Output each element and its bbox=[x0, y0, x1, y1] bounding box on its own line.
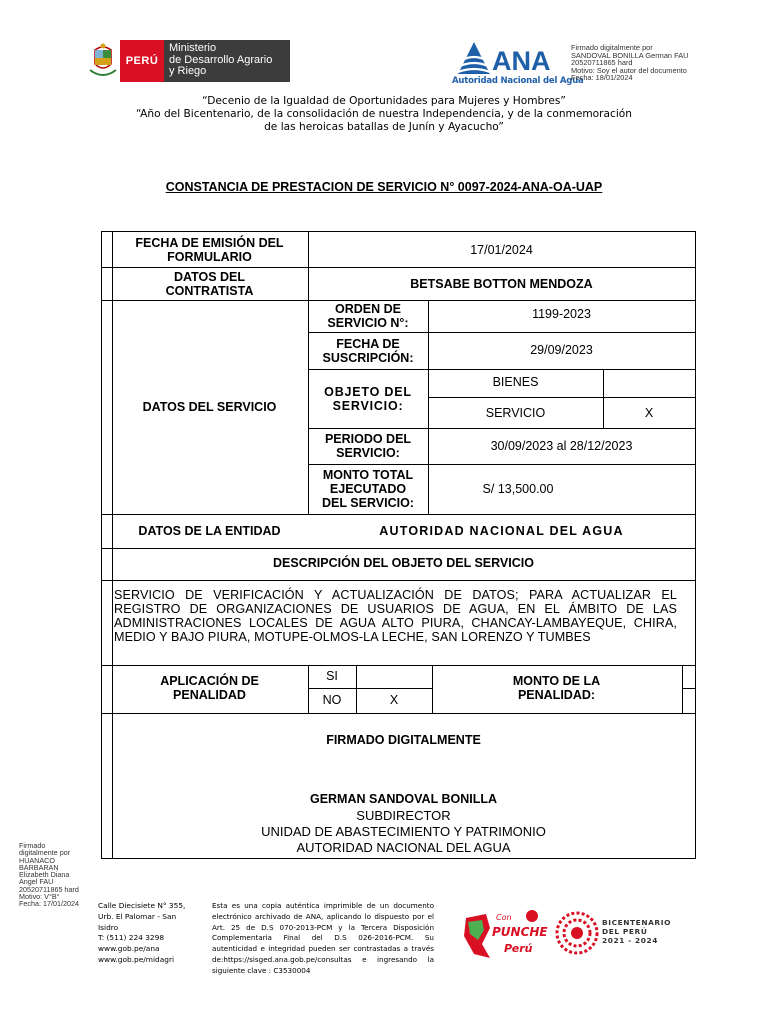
signature-line: Firmado bbox=[19, 841, 46, 850]
label-line: PENALIDAD bbox=[173, 688, 246, 702]
ana-brand: ANA bbox=[492, 46, 551, 76]
monto-penalidad-label bbox=[432, 664, 681, 712]
signature-line: Fecha: 18/01/2024 bbox=[571, 73, 633, 83]
label-line: ORDEN DE bbox=[335, 302, 401, 316]
address-line: Isidro bbox=[98, 922, 119, 932]
label-line: OBJETO DEL bbox=[324, 384, 412, 399]
label-line: PENALIDAD: bbox=[517, 688, 596, 702]
penalidad-si-mark bbox=[356, 664, 432, 687]
label-line: CONTRATISTA bbox=[165, 283, 254, 298]
descripcion-header: DESCRIPCIÓN DEL OBJETO DEL SERVICIO bbox=[273, 556, 534, 570]
label-line: SERVICIO: bbox=[332, 398, 404, 413]
official-mottos bbox=[100, 95, 668, 134]
bicentenario-line: 2021 - 2024 bbox=[602, 936, 658, 945]
signature-line: digitalmente por bbox=[19, 848, 71, 858]
signer-role: SUBDIRECTOR bbox=[356, 808, 451, 823]
signature-line: Motivo: Soy el autor del documento bbox=[571, 65, 687, 75]
signer-name: GERMAN SANDOVAL BONILLA bbox=[309, 792, 498, 806]
monto-total-value: S/ 13,500.00 bbox=[482, 482, 554, 496]
suscripcion-value: 29/09/2023 bbox=[530, 342, 593, 357]
penalidad-no-mark: X bbox=[389, 693, 399, 707]
bicentenario-line: BICENTENARIO bbox=[602, 918, 671, 927]
ministry-line: de Desarrollo Agrario bbox=[169, 53, 273, 66]
suscripcion-label bbox=[308, 332, 428, 369]
authenticity-notice: Esta es una copia auténtica imprimible de un documento electrónico archivado de ANA, aplicando lo dispuesto por el Art. 25 de D.S 070-2013-PCM y la Tercera Disposición Complementaria Final del D.S 026-2016-PCM. Su autenticidad e integridad pueden ser contrastadas a través de:https://sisged.ana.gob.pe/consultas e ingresando la siguiente clave : C3530004 bbox=[212, 901, 434, 975]
peru-coat-of-arms-icon bbox=[86, 40, 120, 82]
descripcion-text: SERVICIO DE VERIFICACIÓN Y ACTUALIZACIÓN DE DATOS; PARA ACTUALIZAR EL REGISTRO DE ORGANIZACIONES DE USUARIOS DE AGUA, EN EL ÁMBITO DE LAS ADMINISTRACIONES LOCALES DE AGUA ALTO PIURA, CHANCAY-LAMBAYEQUE, CHIRA, MEDIO Y BAJO PIURA, MOTUPE-OLMOS-LA LECHE, SAN LORENZO Y TUMBES bbox=[114, 588, 677, 644]
signature-line: 20520711865 hard bbox=[19, 884, 79, 894]
label-line: DEL SERVICIO: bbox=[322, 496, 414, 510]
signature-line: BARBARAN bbox=[19, 862, 59, 872]
periodo-label bbox=[308, 428, 428, 464]
address-line: Calle Diecisiete N° 355, bbox=[98, 901, 186, 910]
motto-line: “Año del Bicentenario, de la consolidación de nuestra Independencia, y de la conmemoración bbox=[136, 108, 632, 120]
signature-line: Elizabeth Diana bbox=[19, 870, 70, 880]
label-line: PERIODO DEL bbox=[324, 432, 412, 446]
visto-bueno-signature-note bbox=[19, 842, 99, 908]
label-line: FECHA DE bbox=[336, 336, 400, 351]
signature-line: Motivo: V°B° bbox=[19, 892, 60, 902]
punche-line: Perú bbox=[504, 942, 533, 955]
objeto-servicio-option: SERVICIO bbox=[485, 405, 546, 420]
fecha-emision-label: FECHA DE EMISIÓN DEL FORMULARIO bbox=[135, 235, 284, 264]
midagri-logo bbox=[86, 40, 290, 82]
contratista-label bbox=[112, 267, 307, 300]
bicentenario-line: DEL PERÚ bbox=[602, 927, 648, 936]
orden-servicio-label bbox=[308, 300, 428, 332]
ministry-name bbox=[164, 40, 290, 82]
signature-line: SANDOVAL BONILLA German FAU bbox=[571, 50, 689, 60]
firma-label: FIRMADO DIGITALMENTE bbox=[326, 733, 481, 747]
label-line: SERVICIO: bbox=[336, 446, 400, 460]
monto-total-label bbox=[308, 464, 428, 514]
signer-unit: UNIDAD DE ABASTECIMIENTO Y PATRIMONIO bbox=[261, 824, 546, 839]
peru-label: PERÚ bbox=[120, 40, 164, 82]
objeto-servicio-label bbox=[308, 369, 428, 428]
fecha-emision-value: 17/01/2024 bbox=[470, 242, 533, 257]
address-link[interactable]: www.gob.pe/ana bbox=[98, 944, 160, 954]
label-line: MONTO TOTAL bbox=[322, 468, 414, 482]
ministry-line: y Riego bbox=[169, 65, 207, 77]
penalidad-no-option: NO bbox=[322, 693, 342, 707]
periodo-value: 30/09/2023 al 28/12/2023 bbox=[490, 439, 633, 453]
signer-org: AUTORIDAD NACIONAL DEL AGUA bbox=[296, 840, 511, 855]
label-line: MONTO DE LA bbox=[512, 674, 601, 688]
orden-servicio-value: 1199-2023 bbox=[532, 307, 591, 321]
entidad-label: DATOS DE LA ENTIDAD bbox=[138, 523, 281, 538]
punche-line: PUNCHE bbox=[492, 925, 548, 939]
signature-line: Angel FAU bbox=[19, 877, 54, 887]
label-line: SUSCRIPCIÓN: bbox=[322, 350, 414, 365]
objeto-bienes-mark bbox=[603, 369, 695, 395]
label-line: SERVICIO N°: bbox=[327, 316, 409, 330]
label-line: APLICACIÓN DE bbox=[160, 674, 259, 688]
ministry-line: Ministerio bbox=[169, 42, 217, 54]
objeto-servicio-mark: X bbox=[644, 405, 654, 420]
motto-line: de las heroicas batallas de Junín y Ayacucho” bbox=[264, 121, 504, 133]
footer-address bbox=[98, 901, 208, 966]
address-link[interactable]: www.gob.pe/midagri bbox=[98, 954, 175, 964]
signature-line: Firmado digitalmente por bbox=[571, 43, 653, 52]
ana-subtitle: Autoridad Nacional del Agua bbox=[452, 76, 584, 86]
motto-line: “Decenio de la Igualdad de Oportunidades para Mujeres y Hombres” bbox=[202, 95, 566, 107]
objeto-bienes-option: BIENES bbox=[492, 375, 539, 389]
penalidad-label bbox=[112, 664, 307, 712]
signature-line: 20520711865 hard bbox=[571, 58, 633, 68]
digital-signature-note bbox=[571, 44, 721, 82]
address-line: Urb. El Palomar - San bbox=[98, 911, 177, 921]
signature-line: HUANACO bbox=[19, 855, 55, 865]
bicentenario-text bbox=[602, 918, 671, 945]
datos-servicio-label: DATOS DEL SERVICIO bbox=[142, 400, 277, 414]
document-title: CONSTANCIA DE PRESTACION DE SERVICIO N° 0097-2024-ANA-OA-UAP bbox=[165, 180, 603, 194]
contratista-value: BETSABE BOTTON MENDOZA bbox=[410, 276, 593, 291]
punche-line: Con bbox=[496, 913, 512, 922]
entidad-value: AUTORIDAD NACIONAL DEL AGUA bbox=[379, 523, 624, 538]
con-punche-peru-logo bbox=[460, 904, 550, 964]
penalidad-si-option: SI bbox=[326, 668, 338, 683]
signature-line: Fecha: 17/01/2024 bbox=[19, 899, 79, 909]
label-line: EJECUTADO bbox=[329, 482, 407, 496]
label-line: DATOS DEL bbox=[173, 269, 246, 284]
address-line: T: (511) 224 3298 bbox=[98, 933, 165, 943]
